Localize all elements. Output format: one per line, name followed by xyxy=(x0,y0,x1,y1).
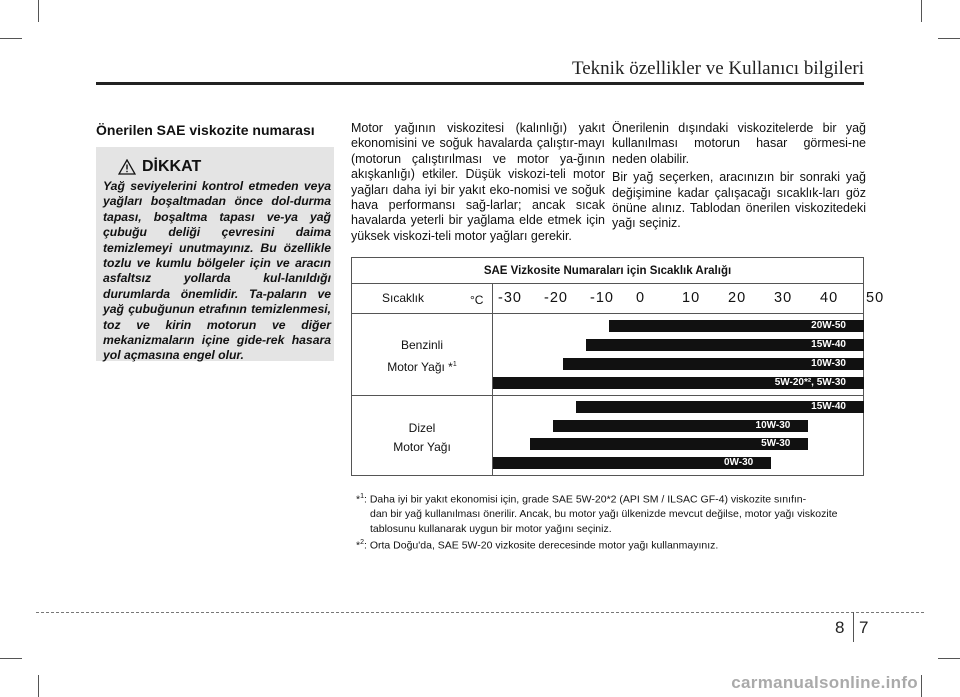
body-paragraph: Motor yağının viskozitesi (kalınlığı) yakıt ekonomisini ve soğuk havalarda çalıştır-mayı (motorun çalıştırılması ve motor ya-ğının akışkanlığı) etkiler. Düşük viskozi-teli motor yağları daha iyi bir yakıt eko-nomisi ve soğuk hava performansı sağ-larlar; ancak sıcak havalarda yeterli bir yağlama elde etmek için yüksek viskozi-teli motor yağları gerekir. xyxy=(351,121,605,243)
table-title: SAE Vizkosite Numaraları için Sıcaklık Aralığı xyxy=(352,258,863,284)
temperature-tick: -20 xyxy=(544,290,568,306)
footnote-1 xyxy=(356,490,866,507)
chapter-number: 8 xyxy=(835,618,845,637)
section-title: Önerilen SAE viskozite numarası xyxy=(96,122,315,138)
footnote-1-cont: dan bir yağ kullanılması önerilir. Ancak, bu motor yağı ülkenizde mevcut değilse, motor yağı viskozite tablosunu kullanarak uygun bir motor yağını seçiniz. xyxy=(370,508,838,535)
footnote-sup: 1 xyxy=(360,493,364,500)
table-divider xyxy=(352,313,863,314)
gasoline-label xyxy=(352,336,492,377)
temperature-tick: 40 xyxy=(820,290,839,306)
viscosity-bar: 5W-20*², 5W-30 xyxy=(493,377,864,389)
viscosity-bar: 10W-30 xyxy=(563,358,864,370)
temperature-tick: 30 xyxy=(774,290,793,306)
body-paragraph: Önerilenin dışındaki viskozitelerde bir yağ kullanılması motorun hasar görmesi-ne neden olabilir. xyxy=(612,121,866,166)
diesel-label-line2: Motor Yağı xyxy=(393,440,451,454)
crop-mark xyxy=(938,38,960,39)
viscosity-table xyxy=(351,257,885,476)
diesel-label xyxy=(352,419,492,457)
viscosity-bar: 15W-40 xyxy=(576,401,864,413)
temperature-tick: -30 xyxy=(498,290,522,306)
watermark: carmanualsonline.info xyxy=(731,673,918,692)
viscosity-bar: 0W-30 xyxy=(493,457,771,469)
viscosity-bar: 5W-30 xyxy=(530,438,808,450)
crop-mark xyxy=(921,675,922,697)
warning-triangle-icon xyxy=(118,159,136,175)
crop-mark xyxy=(0,38,22,39)
temperature-tick: 50 xyxy=(866,290,885,306)
temperature-tick: 10 xyxy=(682,290,701,306)
footnote-text: : Orta Doğu'da, SAE 5W-20 vizkosite derecesinde motor yağı kullanmayınız. xyxy=(364,539,719,552)
footnote-2 xyxy=(356,536,866,553)
warning-text: Yağ seviyelerini kontrol etmeden veya yağları boşaltmadan önce dol-durma tapası, boşaltma tapası ve-ya yağ çubuğu deliği çevresini daima temizlemeyi unutmayınız. Bu özellikle tozlu ve kumlu bölgeler için ve aracın asfaltsız yollarda kul-lanıldığı durumlarda önemlidir. Ta-paların ve yağ çubuğunun etrafının temizlenmesi, toz ve kirin motorun ve diğer mekanizmaların içine gide-rek hasara yol açmasına engel olur. xyxy=(103,179,331,363)
footnote-mark: * xyxy=(356,539,361,552)
crop-mark xyxy=(0,658,22,659)
header-title: Teknik özellikler ve Kullanıcı bilgileri xyxy=(571,58,864,79)
crop-mark xyxy=(921,0,922,22)
gasoline-label-text: Motor Yağı * xyxy=(387,360,453,374)
temperature-unit: °C xyxy=(470,293,484,307)
body-paragraph: Bir yağ seçerken, aracınızın bir sonraki yağ değişimine kadar çalışacağı sıcaklık-ları göz önüne alınız. Tablodan önerilen viskozitedeki yağı seçiniz. xyxy=(612,170,866,231)
body-column-2 xyxy=(351,121,605,247)
diesel-label-line1: Dizel xyxy=(408,421,436,435)
footnote-ref: 1 xyxy=(452,361,457,368)
viscosity-bar: 20W-50 xyxy=(609,320,864,332)
crop-mark xyxy=(38,0,39,22)
temperature-tick: 20 xyxy=(728,290,747,306)
temperature-label: Sıcaklık xyxy=(382,291,425,305)
table-divider xyxy=(352,395,863,396)
crop-mark xyxy=(38,675,39,697)
viscosity-bar: 10W-30 xyxy=(553,420,808,432)
temperature-tick: -10 xyxy=(590,290,614,306)
header-rule xyxy=(96,82,864,85)
crop-mark xyxy=(938,658,960,659)
temperature-tick: 0 xyxy=(636,290,646,306)
footnote-sup: 2 xyxy=(360,539,364,546)
gasoline-label-line2 xyxy=(352,355,492,377)
gasoline-label-line1: Benzinli xyxy=(400,338,444,352)
footer-rule xyxy=(36,612,924,613)
warning-heading-text: DİKKAT xyxy=(142,158,202,175)
footnote-text: : Daha iyi bir yakıt ekonomisi için, grade SAE 5W-20*2 (API SM / ILSAC GF-4) viskozite sınıfın- xyxy=(364,493,807,506)
footnote-mark: * xyxy=(356,493,361,506)
footnotes xyxy=(356,490,866,553)
page-number: 7 xyxy=(859,618,869,637)
warning-heading xyxy=(118,158,201,176)
body-column-3 xyxy=(612,121,866,235)
viscosity-bar: 15W-40 xyxy=(586,339,864,351)
page-num-divider xyxy=(853,612,854,642)
